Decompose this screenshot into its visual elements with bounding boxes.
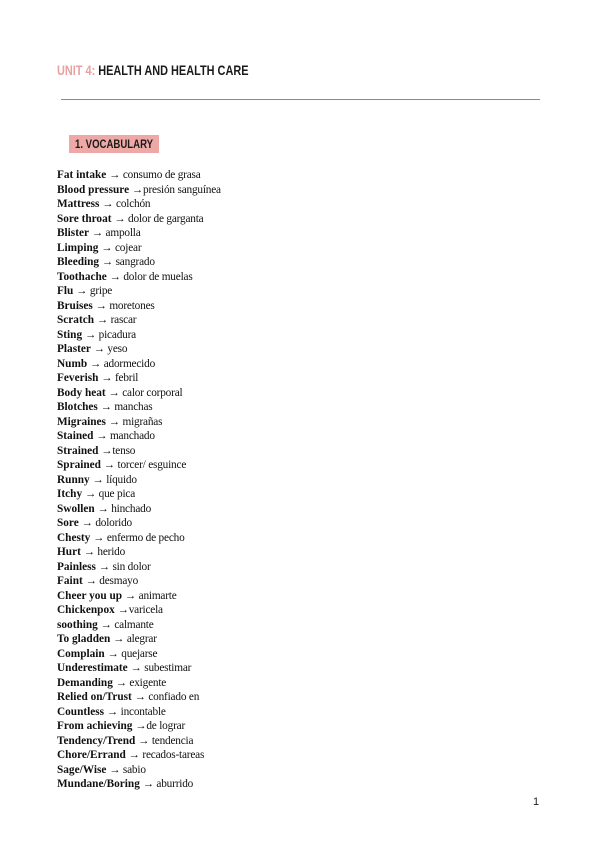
vocab-translation: → sangrado	[101, 256, 155, 268]
vocab-term: Mundane/Boring	[57, 778, 140, 790]
vocab-item	[57, 748, 537, 763]
vocab-translation: → hinchado	[97, 502, 152, 515]
vocab-item	[57, 473, 537, 488]
vocab-term: Relied on/Trust	[57, 691, 132, 703]
vocab-translation: →presión sanguínea	[131, 183, 221, 196]
vocab-translation: → sin dolor	[98, 560, 151, 573]
vocab-translation: → adormecido	[89, 357, 156, 370]
vocab-term: soothing	[57, 618, 98, 631]
vocabulary-list	[57, 168, 537, 792]
vocab-term: Stained	[57, 430, 94, 442]
vocab-term: Body heat	[57, 386, 106, 399]
vocab-item	[57, 560, 537, 575]
vocab-term: To gladden	[57, 633, 111, 645]
vocab-item	[57, 661, 537, 676]
vocab-translation: → picadura	[84, 328, 136, 341]
vocab-translation: → confiado en	[134, 691, 200, 703]
vocab-term: Bruises	[57, 299, 93, 312]
vocab-term: Strained	[57, 444, 99, 457]
vocab-translation: → gripe	[76, 285, 113, 297]
vocab-translation: → incontable	[106, 705, 166, 718]
vocab-translation: → enfermo de pecho	[93, 531, 185, 544]
vocab-item	[57, 705, 537, 720]
vocab-translation: → ampolla	[91, 227, 141, 239]
vocab-translation: → rascar	[96, 314, 137, 326]
vocab-item	[57, 212, 537, 227]
vocab-term: Swollen	[57, 502, 95, 515]
vocab-item	[57, 226, 537, 241]
vocab-translation: → yeso	[93, 343, 128, 355]
vocab-translation: → moretones	[95, 299, 155, 312]
vocab-item	[57, 284, 537, 299]
vocab-term: Complain	[57, 647, 105, 660]
vocab-item	[57, 313, 537, 328]
vocab-term: Chesty	[57, 531, 91, 544]
vocab-term: Blood pressure	[57, 183, 130, 196]
vocab-translation: → manchado	[96, 430, 155, 442]
vocab-translation: →varicela	[117, 604, 163, 616]
vocab-term: Sting	[57, 328, 83, 341]
vocab-translation: →de lograr	[135, 720, 186, 732]
vocab-item	[57, 270, 537, 285]
unit-title: HEALTH AND HEALTH CARE	[98, 62, 249, 78]
vocab-term: Mattress	[57, 198, 100, 210]
vocab-item	[57, 183, 537, 198]
vocab-term: Tendency/Trend	[57, 734, 136, 747]
vocab-translation: → herido	[83, 546, 126, 558]
vocab-term: Underestimate	[57, 662, 128, 674]
page-number: 1	[533, 796, 540, 808]
vocab-translation: → desmayo	[85, 575, 139, 587]
vocab-item	[57, 415, 537, 430]
vocab-item	[57, 531, 537, 546]
vocab-term: Chore/Errand	[57, 749, 126, 761]
vocab-term: Numb	[57, 357, 88, 370]
vocab-translation: → quejarse	[107, 647, 158, 660]
vocab-term: Blister	[57, 227, 89, 239]
vocab-translation: → sabio	[109, 763, 146, 776]
vocab-translation: → líquido	[92, 473, 137, 486]
vocab-item	[57, 444, 537, 459]
vocab-translation: → aburrido	[142, 778, 194, 790]
vocab-item	[57, 545, 537, 560]
vocab-translation: → torcer/ esguince	[103, 459, 187, 471]
vocab-term: Plaster	[57, 343, 91, 355]
vocab-translation: → exigente	[115, 676, 167, 689]
vocab-translation: → recados-tareas	[128, 749, 205, 761]
page-title	[57, 62, 249, 78]
unit-label: UNIT 4:	[57, 62, 96, 78]
vocab-translation: → dolor de garganta	[114, 212, 204, 225]
vocab-translation: → alegrar	[113, 633, 157, 645]
vocab-translation: → tendencia	[138, 734, 194, 747]
vocab-term: Sore throat	[57, 212, 112, 225]
vocab-translation: → colchón	[102, 198, 151, 210]
vocab-translation: → calmante	[100, 618, 154, 631]
vocab-item	[57, 400, 537, 415]
vocab-term: Faint	[57, 575, 83, 587]
vocab-item	[57, 328, 537, 343]
vocab-item	[57, 603, 537, 618]
vocab-item	[57, 516, 537, 531]
vocab-translation: → calor corporal	[108, 386, 183, 399]
vocab-item	[57, 502, 537, 517]
vocab-item	[57, 734, 537, 749]
vocab-item	[57, 197, 537, 212]
vocab-item	[57, 241, 537, 256]
vocab-item	[57, 357, 537, 372]
vocab-term: Hurt	[57, 546, 81, 558]
vocab-term: Sore	[57, 517, 79, 529]
vocab-item	[57, 589, 537, 604]
vocab-translation: → animarte	[124, 589, 177, 602]
vocab-translation: → dolorido	[81, 517, 132, 529]
vocab-term: Runny	[57, 473, 90, 486]
vocab-item	[57, 574, 537, 589]
vocab-item	[57, 763, 537, 778]
vocab-term: Flu	[57, 285, 74, 297]
vocab-item	[57, 342, 537, 357]
vocab-item	[57, 777, 537, 792]
vocab-term: Toothache	[57, 270, 107, 283]
vocab-translation: → dolor de muelas	[109, 270, 193, 283]
vocab-item	[57, 676, 537, 691]
vocab-term: Sage/Wise	[57, 763, 107, 776]
vocab-term: From achieving	[57, 720, 133, 732]
vocab-term: Countless	[57, 705, 105, 718]
vocab-term: Blotches	[57, 401, 98, 413]
vocab-translation: → manchas	[100, 401, 153, 413]
vocab-translation: → migrañas	[108, 415, 163, 428]
vocab-term: Limping	[57, 241, 99, 254]
vocab-item	[57, 168, 537, 183]
vocab-term: Bleeding	[57, 256, 100, 268]
vocab-translation: → subestimar	[130, 662, 192, 674]
vocab-item	[57, 487, 537, 502]
vocab-item	[57, 458, 537, 473]
vocab-term: Scratch	[57, 314, 95, 326]
vocab-item	[57, 386, 537, 401]
vocab-translation: → que pica	[84, 488, 136, 500]
vocab-term: Chickenpox	[57, 604, 115, 616]
vocab-translation: →tenso	[101, 444, 136, 457]
vocab-translation: → febril	[101, 372, 139, 384]
vocab-item	[57, 299, 537, 314]
vocab-term: Fat intake	[57, 169, 107, 181]
vocab-translation: → consumo de grasa	[109, 169, 201, 181]
vocab-term: Painless	[57, 560, 96, 573]
vocab-translation: → cojear	[101, 241, 142, 254]
vocab-item	[57, 632, 537, 647]
section-heading: 1. VOCABULARY	[75, 137, 154, 151]
vocab-item	[57, 647, 537, 662]
vocab-item	[57, 618, 537, 633]
vocab-item	[57, 719, 537, 734]
header-divider	[61, 99, 540, 100]
vocab-term: Migraines	[57, 415, 106, 428]
vocab-item	[57, 690, 537, 705]
vocab-item	[57, 371, 537, 386]
vocab-term: Cheer you up	[57, 589, 123, 602]
vocab-term: Feverish	[57, 372, 99, 384]
vocab-item	[57, 429, 537, 444]
vocab-term: Demanding	[57, 676, 113, 689]
vocab-term: Sprained	[57, 459, 101, 471]
vocab-term: Itchy	[57, 488, 83, 500]
vocab-item	[57, 255, 537, 270]
